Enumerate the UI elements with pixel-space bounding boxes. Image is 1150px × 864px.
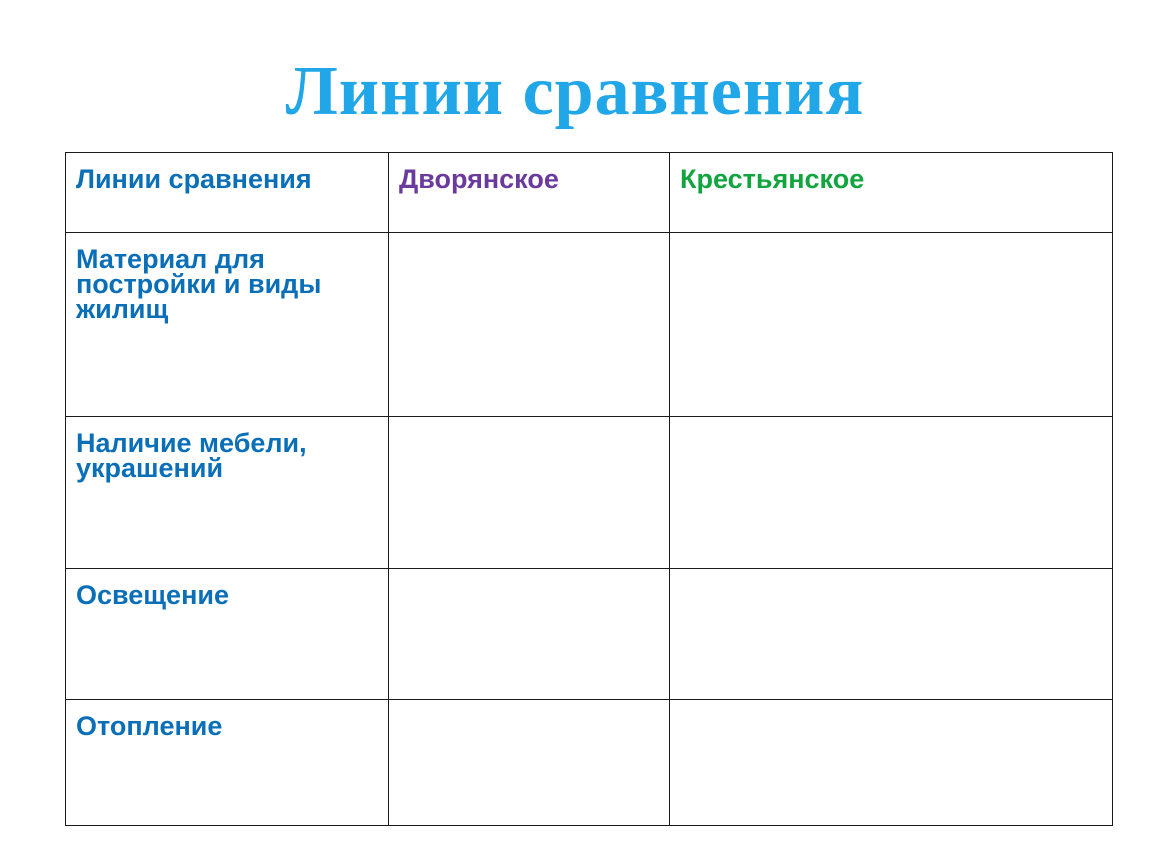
table-header-row [66, 153, 1113, 233]
cell-peasant-lighting [670, 569, 1113, 700]
header-comparison-lines: Линии сравнения [66, 153, 389, 233]
row-label-furniture: Наличие мебели, украшений [66, 417, 389, 569]
row-label-material: Материал для постройки и виды жилищ [66, 233, 389, 417]
row-label-heating: Отопление [66, 700, 389, 826]
cell-peasant-heating [670, 700, 1113, 826]
comparison-table [65, 152, 1113, 826]
cell-peasant-furniture [670, 417, 1113, 569]
cell-peasant-material [670, 233, 1113, 417]
slide-title: Линии сравнения [285, 53, 865, 130]
header-noble: Дворянское [389, 153, 670, 233]
table-row [66, 569, 1113, 700]
cell-noble-heating [389, 700, 670, 826]
row-label-lighting: Освещение [66, 569, 389, 700]
table-row [66, 700, 1113, 826]
cell-noble-lighting [389, 569, 670, 700]
table-row [66, 233, 1113, 417]
cell-noble-material [389, 233, 670, 417]
header-peasant: Крестьянское [670, 153, 1113, 233]
cell-noble-furniture [389, 417, 670, 569]
table-row [66, 417, 1113, 569]
